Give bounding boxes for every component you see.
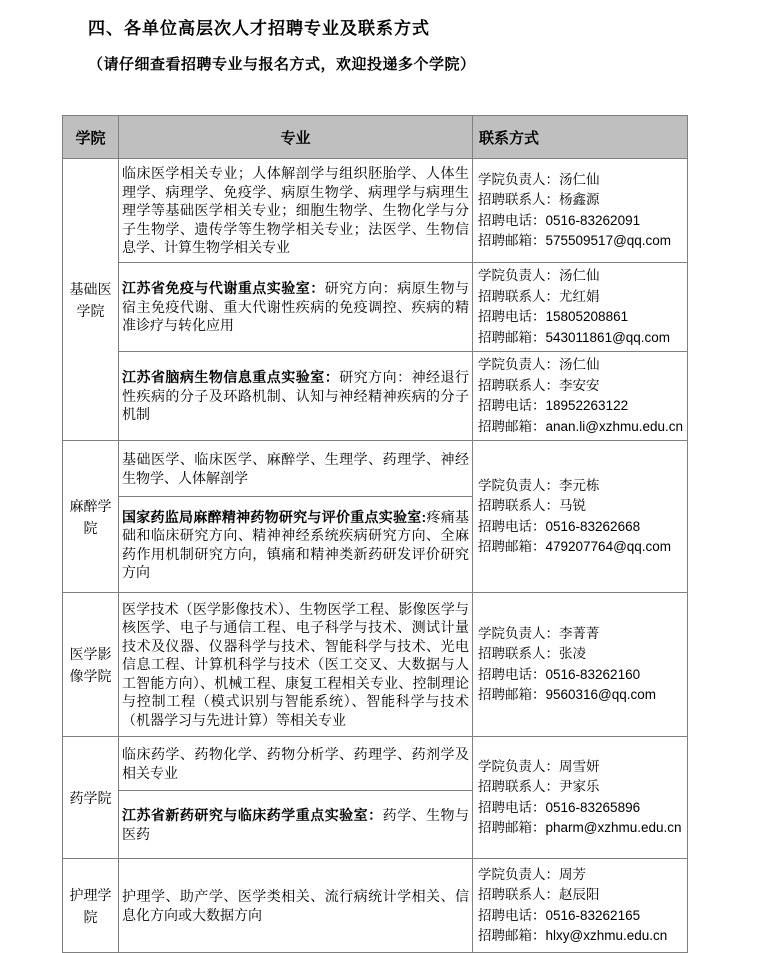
contact-phone: 招聘电话：0516-83262668 <box>478 518 641 534</box>
contact-principal: 学院负责人：汤仁仙 <box>478 171 600 187</box>
contact-email: 招聘邮箱：anan.li@xzhmu.edu.cn <box>478 418 684 434</box>
contact-phone: 招聘电话：0516-83265896 <box>478 799 641 815</box>
contact-principal: 学院负责人：李元栋 <box>478 477 600 493</box>
contact-email: 招聘邮箱：479207764@qq.com <box>478 539 672 554</box>
contact-principal: 学院负责人：李菁菁 <box>478 625 600 641</box>
contact-recruiter: 招聘联系人：李安安 <box>478 377 600 393</box>
major-cell <box>119 497 473 593</box>
contact-recruiter: 招聘联系人：尹家乐 <box>478 779 600 794</box>
recruitment-table <box>62 115 688 953</box>
major-text: 研究方向：病原生物与宿主免疫代谢、重大代谢性疾病的免疫调控、疾病的精准诊疗与转化应用 <box>122 280 470 334</box>
contact-principal: 学院负责人：汤仁仙 <box>478 268 600 283</box>
major-text: 基础医学、临床医学、麻醉学、生理学、药理学、神经生物学、人体解剖学 <box>122 451 469 486</box>
major-cell <box>119 263 473 352</box>
major-text: 疼痛基础和临床研究方向、精神神经系统疾病研究方向、全麻药作用机制研究方向，镇痛和精神类新药研发评价研究方向 <box>122 508 469 580</box>
header-row <box>63 116 688 159</box>
major-text: 研究方向：神经退行性疾病的分子及环路机制、认知与神经精神疾病的分子机制 <box>122 369 470 423</box>
header-major: 专业 <box>119 116 473 159</box>
contact-principal: 学院负责人：汤仁仙 <box>478 357 600 372</box>
contact-email: 招聘邮箱：pharm@xzhmu.edu.cn <box>478 820 682 835</box>
major-lab-name: 江苏省新药研究与临床药学重点实验室： <box>122 807 383 823</box>
contact-recruiter: 招聘联系人：杨鑫源 <box>478 192 600 207</box>
contact-phone: 招聘电话：0516-83262160 <box>478 666 641 682</box>
contact-phone: 招聘电话：0516-83262091 <box>478 212 641 228</box>
contact-cell <box>473 737 688 859</box>
major-cell <box>119 593 473 737</box>
contact-cell <box>473 352 688 441</box>
college-cell: 药学院 <box>63 737 119 859</box>
contact-email: 招聘邮箱：575509517@qq.com <box>478 233 672 248</box>
table-row <box>63 159 688 263</box>
major-cell <box>119 859 473 953</box>
table-row <box>63 859 688 953</box>
major-text: 药学、生物与医药 <box>122 807 470 842</box>
contact-email: 招聘邮箱：hlxy@xzhmu.edu.cn <box>478 928 668 943</box>
contact-phone: 招聘电话：15805208861 <box>478 309 629 324</box>
major-text: 医学技术（医学影像技术）、生物医学工程、影像医学与核医学、电子与通信工程、电子科学与技术、测试计量技术及仪器、仪器科学与技术、智能科学与技术、光电信息工程、计算机科学与技术（医工交叉、大数据与人工智能方向）、机械工程、康复工程相关专业、控制理论与控制工程（模式识别与智能系统）、智能科学与技术（机器学习与先进计算）等相关专业 <box>122 600 469 728</box>
major-cell <box>119 737 473 791</box>
contact-recruiter: 招聘联系人：尤红娟 <box>478 288 600 304</box>
college-cell: 护理学院 <box>63 859 119 953</box>
major-text: 临床医学相关专业；人体解剖学与组织胚胎学、人体生理学、病理学、免疫学、病原生物学、病理学与病理生理学等基础医学相关专业；细胞生物学、生物化学与分子生物学、遗传学等生物学相关专业；法医学、生物信息学、计算生物学相关专业 <box>122 165 469 256</box>
contact-recruiter: 招聘联系人：赵辰阳 <box>478 887 600 902</box>
major-cell <box>119 791 473 859</box>
major-lab-name: 江苏省脑病生物信息重点实验室： <box>122 369 340 386</box>
major-cell <box>119 441 473 497</box>
college-cell: 医学影像学院 <box>63 593 119 737</box>
contact-cell <box>473 859 688 953</box>
contact-email: 招聘邮箱：543011861@qq.com <box>478 329 671 345</box>
contact-cell <box>473 593 688 737</box>
table-row <box>63 352 688 441</box>
contact-principal: 学院负责人：周雪妍 <box>478 758 600 774</box>
major-text: 临床药学、药物化学、药物分析学、药理学、药剂学及相关专业 <box>122 746 469 781</box>
major-text: 护理学、助产学、医学类相关、流行病统计学相关、信息化方向或大数据方向 <box>122 888 469 923</box>
section-title: 四、各单位高层次人才招聘专业及联系方式 <box>88 19 430 38</box>
major-cell <box>119 159 473 263</box>
contact-cell <box>473 441 688 593</box>
major-lab-name: 江苏省免疫与代谢重点实验室： <box>122 280 325 297</box>
college-cell: 基础医学院 <box>63 159 119 441</box>
major-cell <box>119 352 473 441</box>
contact-phone: 招聘电话：0516-83262165 <box>478 907 641 923</box>
contact-email: 招聘邮箱：9560316@qq.com <box>478 687 657 702</box>
header-contact: 联系方式 <box>473 116 688 159</box>
table-row <box>63 593 688 737</box>
college-cell: 麻醉学院 <box>63 441 119 593</box>
header-college: 学院 <box>63 116 119 159</box>
section-subtitle: （请仔细查看招聘专业与报名方式，欢迎投递多个学院） <box>88 56 476 73</box>
major-lab-name: 国家药监局麻醉精神药物研究与评价重点实验室: <box>122 508 427 525</box>
table-row <box>63 441 688 497</box>
table-row <box>63 263 688 352</box>
contact-cell <box>473 263 688 352</box>
contact-recruiter: 招聘联系人：张凌 <box>478 646 586 661</box>
contact-recruiter: 招聘联系人：马锐 <box>478 498 586 513</box>
contact-principal: 学院负责人：周芳 <box>478 866 586 882</box>
contact-cell <box>473 159 688 263</box>
contact-phone: 招聘电话：18952263122 <box>478 398 629 413</box>
table-row <box>63 737 688 791</box>
